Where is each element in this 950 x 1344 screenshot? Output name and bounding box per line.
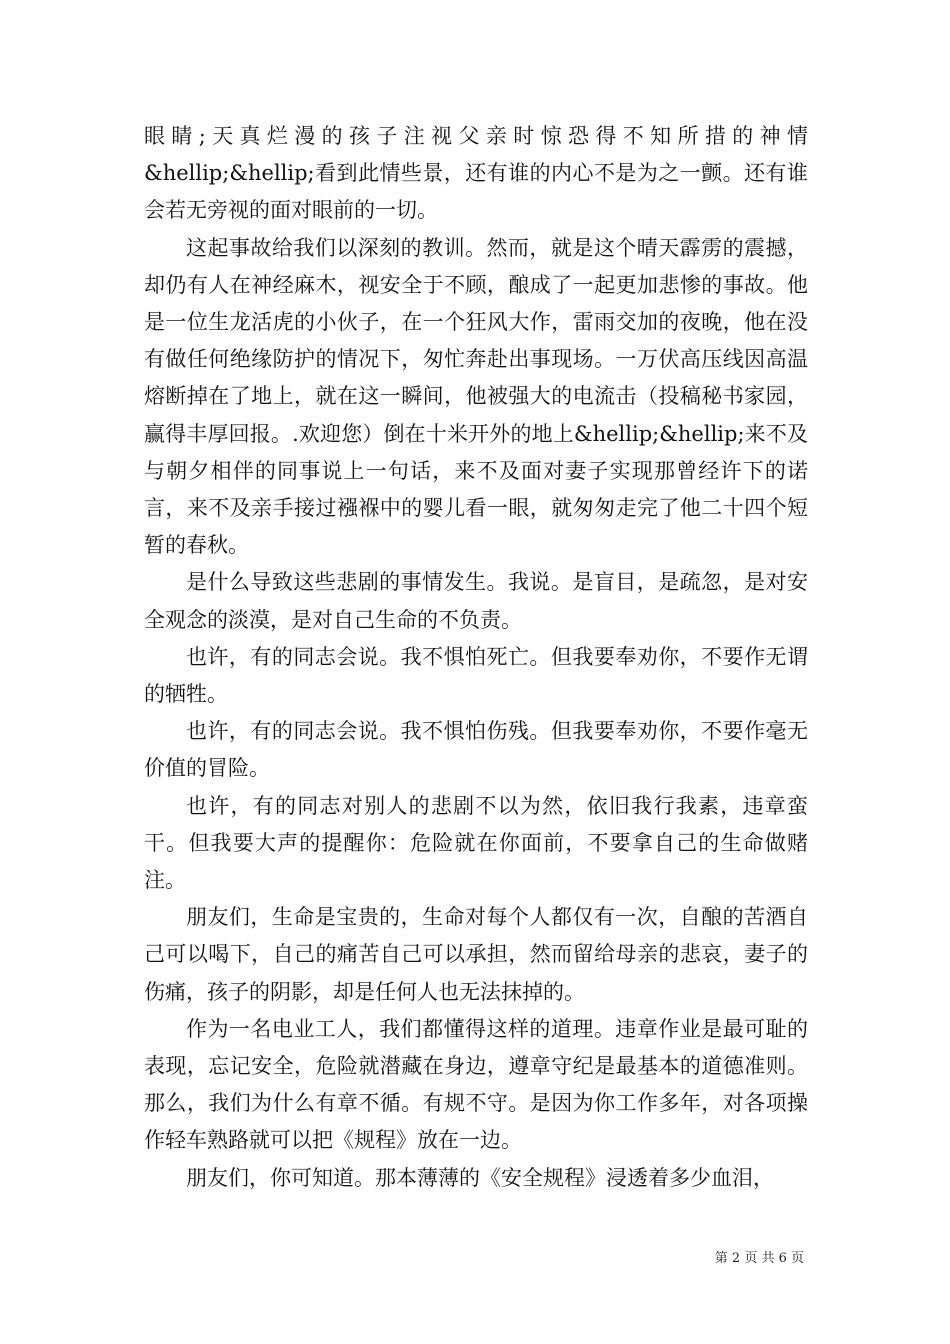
page-number-footer: 第 2 页 共 6 页	[714, 1251, 804, 1266]
paragraph-8: 作为一名电业工人，我们都懂得这样的道理。违章作业是最可耻的表现，忘记安全，危险就潜藏在身边，遵章守纪是最基本的道德准则。那么，我们为什么有章不循。有规不守。是因为你工作多年，对各项操作轻车熟路就可以把《规程》放在一边。	[144, 1016, 808, 1153]
paragraph-7: 朋友们，生命是宝贵的，生命对每个人都仅有一次，自酿的苦酒自己可以喝下，自己的痛苦自己可以承担，然而留给母亲的悲哀，妻子的伤痛，孩子的阴影，却是任何人也无法抹掉的。	[144, 905, 808, 1004]
paragraph-2: 这起事故给我们以深刻的教训。然而，就是这个晴天霹雳的震撼，却仍有人在神经麻木，视安全于不顾，酿成了一起更加悲惨的事故。他是一位生龙活虎的小伙子，在一个狂风大作，雷雨交加的夜晚，他在没有做任何绝缘防护的情况下，匆忙奔赴出事现场。一万伏高压线因高温熔断掉在了地上，就在这一瞬间，他被强大的电流击（投稿秘书家园，赢得丰厚回报。.欢迎您）倒在十米开外的地上&hellip;&hellip;来不及与朝夕相伴的同事说上一句话，来不及面对妻子实现那曾经许下的诺言，来不及亲手接过襁褓中的婴儿看一眼，就匆匆走完了他二十四个短暂的春秋。	[144, 235, 808, 558]
paragraph-3: 是什么导致这些悲剧的事情发生。我说。是盲目，是疏忽，是对安全观念的淡漠，是对自己生命的不负责。	[144, 570, 808, 632]
paragraph-1: 眼睛;天真烂漫的孩子注视父亲时惊恐得不知所措的神情&hellip;&hellip;看到此情些景，还有谁的内心不是为之一颤。还有谁会若无旁视的面对眼前的一切。	[144, 124, 808, 223]
paragraph-5: 也许，有的同志会说。我不惧怕伤残。但我要奉劝你，不要作毫无价值的冒险。	[144, 719, 808, 781]
paragraph-4: 也许，有的同志会说。我不惧怕死亡。但我要奉劝你，不要作无谓的牺牲。	[144, 644, 808, 707]
paragraph-9: 朋友们，你可知道。那本薄薄的《安全规程》浸透着多少血泪，	[186, 1165, 774, 1190]
body-text	[144, 118, 808, 1197]
paragraph-6: 也许，有的同志对别人的悲剧不以为然，依旧我行我素，违章蛮干。但我要大声的提醒你：危险就在你面前，不要拿自己的生命做赌注。	[144, 793, 808, 893]
